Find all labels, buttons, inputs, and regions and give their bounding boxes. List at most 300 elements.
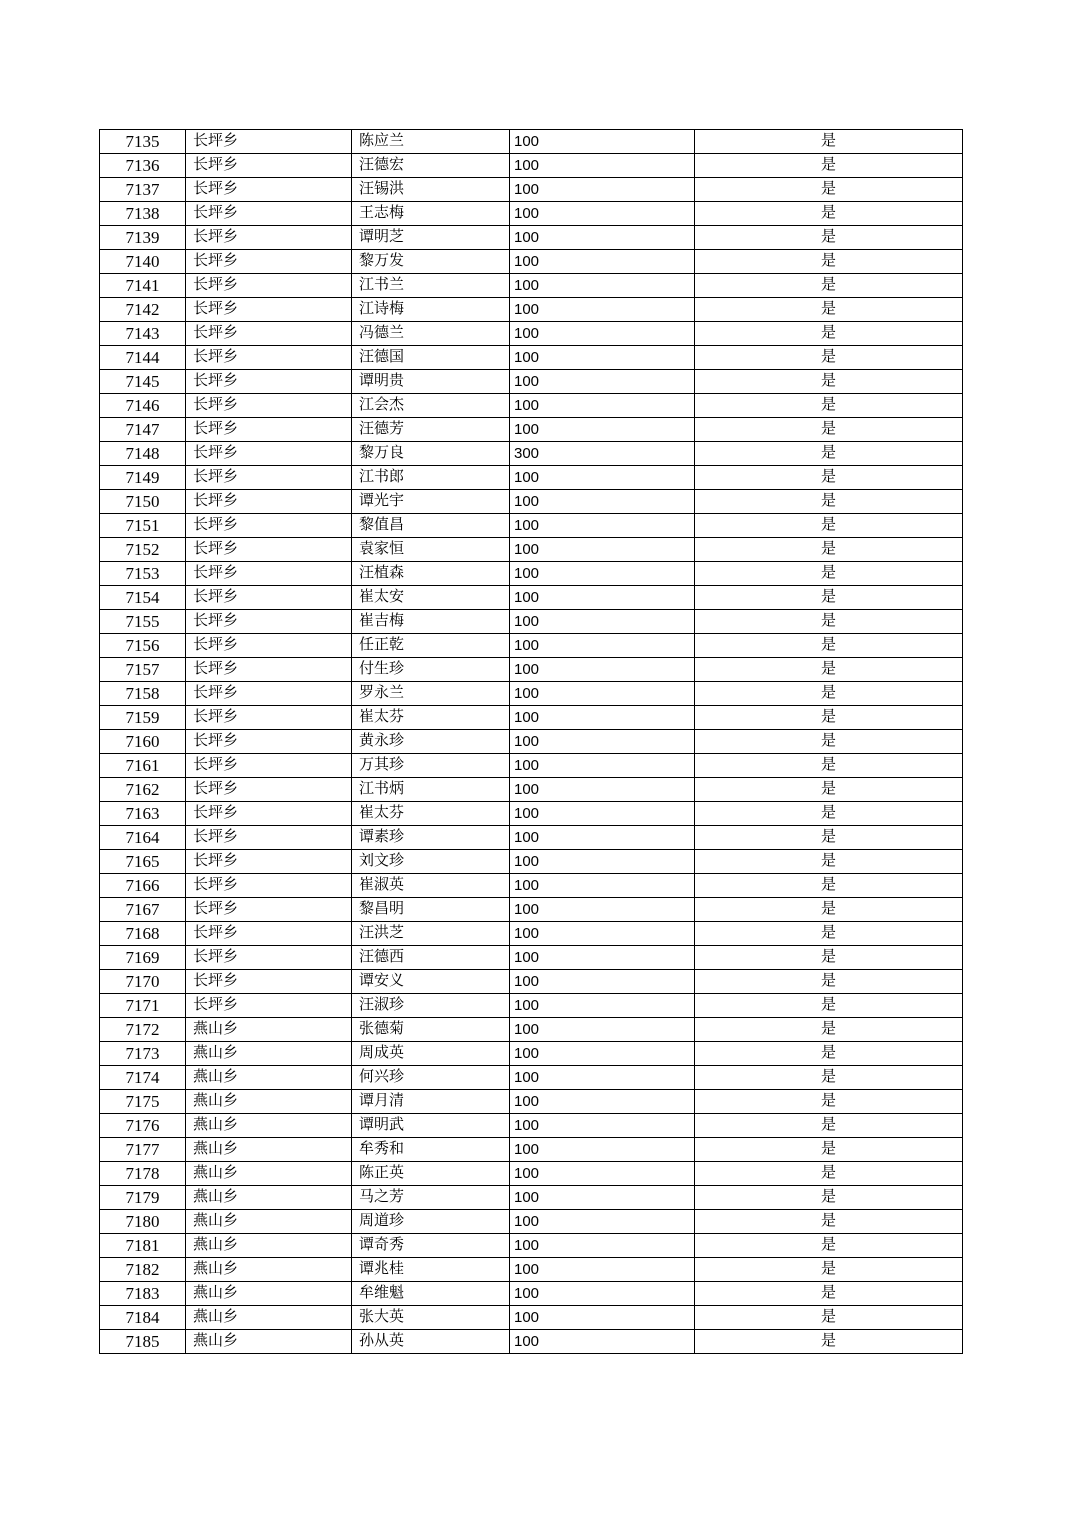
cell-person-name: 黎万发 — [352, 250, 510, 274]
cell-record-id: 7136 — [100, 154, 186, 178]
cell-township: 长坪乡 — [186, 370, 352, 394]
table-row — [100, 322, 963, 346]
cell-person-name: 付生珍 — [352, 658, 510, 682]
cell-person-name: 陈正英 — [352, 1162, 510, 1186]
table-row — [100, 682, 963, 706]
cell-confirmed-flag: 是 — [695, 322, 963, 346]
cell-record-id: 7138 — [100, 202, 186, 226]
data-table — [99, 129, 963, 1354]
cell-confirmed-flag: 是 — [695, 922, 963, 946]
cell-township: 长坪乡 — [186, 130, 352, 154]
cell-amount: 100 — [510, 1186, 695, 1210]
cell-confirmed-flag: 是 — [695, 514, 963, 538]
cell-record-id: 7142 — [100, 298, 186, 322]
cell-amount: 100 — [510, 706, 695, 730]
cell-confirmed-flag: 是 — [695, 1090, 963, 1114]
cell-amount: 100 — [510, 610, 695, 634]
cell-amount: 100 — [510, 754, 695, 778]
table-row — [100, 634, 963, 658]
cell-person-name: 张德菊 — [352, 1018, 510, 1042]
cell-amount: 100 — [510, 562, 695, 586]
cell-confirmed-flag: 是 — [695, 1282, 963, 1306]
cell-record-id: 7183 — [100, 1282, 186, 1306]
cell-confirmed-flag: 是 — [695, 466, 963, 490]
table-row — [100, 442, 963, 466]
cell-amount: 100 — [510, 514, 695, 538]
cell-person-name: 谭安义 — [352, 970, 510, 994]
cell-amount: 100 — [510, 922, 695, 946]
cell-person-name: 周成英 — [352, 1042, 510, 1066]
cell-person-name: 谭月清 — [352, 1090, 510, 1114]
cell-record-id: 7137 — [100, 178, 186, 202]
cell-record-id: 7169 — [100, 946, 186, 970]
cell-confirmed-flag: 是 — [695, 658, 963, 682]
cell-township: 长坪乡 — [186, 538, 352, 562]
cell-confirmed-flag: 是 — [695, 706, 963, 730]
cell-person-name: 黎值昌 — [352, 514, 510, 538]
cell-amount: 100 — [510, 994, 695, 1018]
cell-record-id: 7147 — [100, 418, 186, 442]
cell-confirmed-flag: 是 — [695, 1306, 963, 1330]
cell-amount: 100 — [510, 346, 695, 370]
table-row — [100, 1282, 963, 1306]
cell-amount: 100 — [510, 730, 695, 754]
cell-record-id: 7171 — [100, 994, 186, 1018]
cell-township: 燕山乡 — [186, 1018, 352, 1042]
cell-amount: 100 — [510, 586, 695, 610]
cell-township: 燕山乡 — [186, 1306, 352, 1330]
table-row — [100, 946, 963, 970]
cell-township: 长坪乡 — [186, 154, 352, 178]
cell-township: 长坪乡 — [186, 586, 352, 610]
cell-person-name: 周道珍 — [352, 1210, 510, 1234]
cell-amount: 100 — [510, 1114, 695, 1138]
cell-person-name: 袁家恒 — [352, 538, 510, 562]
cell-record-id: 7159 — [100, 706, 186, 730]
cell-township: 长坪乡 — [186, 250, 352, 274]
table-row — [100, 1018, 963, 1042]
cell-person-name: 江书炳 — [352, 778, 510, 802]
cell-record-id: 7165 — [100, 850, 186, 874]
cell-amount: 100 — [510, 418, 695, 442]
table-row — [100, 1234, 963, 1258]
cell-confirmed-flag: 是 — [695, 1330, 963, 1354]
cell-amount: 100 — [510, 1162, 695, 1186]
table-row — [100, 418, 963, 442]
cell-township: 长坪乡 — [186, 802, 352, 826]
cell-confirmed-flag: 是 — [695, 1210, 963, 1234]
cell-record-id: 7148 — [100, 442, 186, 466]
table-row — [100, 970, 963, 994]
cell-township: 长坪乡 — [186, 346, 352, 370]
cell-township: 长坪乡 — [186, 946, 352, 970]
table-row — [100, 850, 963, 874]
cell-amount: 100 — [510, 130, 695, 154]
cell-person-name: 崔淑英 — [352, 874, 510, 898]
cell-record-id: 7154 — [100, 586, 186, 610]
cell-record-id: 7150 — [100, 490, 186, 514]
cell-township: 长坪乡 — [186, 514, 352, 538]
cell-amount: 100 — [510, 850, 695, 874]
cell-township: 长坪乡 — [186, 706, 352, 730]
table-row — [100, 994, 963, 1018]
cell-record-id: 7163 — [100, 802, 186, 826]
table-row — [100, 778, 963, 802]
table-row — [100, 202, 963, 226]
cell-person-name: 谭兆桂 — [352, 1258, 510, 1282]
cell-person-name: 崔太安 — [352, 586, 510, 610]
cell-person-name: 牟维魁 — [352, 1282, 510, 1306]
cell-township: 燕山乡 — [186, 1258, 352, 1282]
cell-amount: 100 — [510, 370, 695, 394]
cell-record-id: 7158 — [100, 682, 186, 706]
cell-confirmed-flag: 是 — [695, 1138, 963, 1162]
cell-confirmed-flag: 是 — [695, 154, 963, 178]
table-row — [100, 394, 963, 418]
cell-township: 长坪乡 — [186, 562, 352, 586]
table-row — [100, 346, 963, 370]
table-row — [100, 1330, 963, 1354]
cell-person-name: 汪德芳 — [352, 418, 510, 442]
cell-record-id: 7168 — [100, 922, 186, 946]
table-row — [100, 1258, 963, 1282]
cell-confirmed-flag: 是 — [695, 730, 963, 754]
cell-confirmed-flag: 是 — [695, 490, 963, 514]
cell-person-name: 牟秀和 — [352, 1138, 510, 1162]
cell-person-name: 谭明芝 — [352, 226, 510, 250]
cell-record-id: 7179 — [100, 1186, 186, 1210]
cell-person-name: 汪德西 — [352, 946, 510, 970]
table-row — [100, 706, 963, 730]
table-row — [100, 178, 963, 202]
cell-township: 燕山乡 — [186, 1210, 352, 1234]
cell-amount: 100 — [510, 778, 695, 802]
cell-record-id: 7174 — [100, 1066, 186, 1090]
cell-confirmed-flag: 是 — [695, 202, 963, 226]
cell-township: 长坪乡 — [186, 298, 352, 322]
cell-record-id: 7151 — [100, 514, 186, 538]
cell-confirmed-flag: 是 — [695, 562, 963, 586]
cell-person-name: 汪德宏 — [352, 154, 510, 178]
cell-record-id: 7139 — [100, 226, 186, 250]
table-row — [100, 370, 963, 394]
cell-confirmed-flag: 是 — [695, 1186, 963, 1210]
cell-amount: 100 — [510, 802, 695, 826]
cell-confirmed-flag: 是 — [695, 850, 963, 874]
cell-amount: 100 — [510, 658, 695, 682]
cell-person-name: 江书兰 — [352, 274, 510, 298]
cell-township: 长坪乡 — [186, 922, 352, 946]
cell-person-name: 江会杰 — [352, 394, 510, 418]
cell-amount: 100 — [510, 1330, 695, 1354]
cell-amount: 100 — [510, 970, 695, 994]
cell-township: 长坪乡 — [186, 826, 352, 850]
cell-amount: 100 — [510, 898, 695, 922]
cell-township: 燕山乡 — [186, 1234, 352, 1258]
cell-amount: 100 — [510, 1018, 695, 1042]
cell-township: 燕山乡 — [186, 1138, 352, 1162]
cell-person-name: 谭素珍 — [352, 826, 510, 850]
cell-confirmed-flag: 是 — [695, 226, 963, 250]
cell-person-name: 孙从英 — [352, 1330, 510, 1354]
cell-confirmed-flag: 是 — [695, 250, 963, 274]
cell-confirmed-flag: 是 — [695, 298, 963, 322]
cell-amount: 100 — [510, 1234, 695, 1258]
cell-township: 长坪乡 — [186, 322, 352, 346]
cell-amount: 100 — [510, 274, 695, 298]
cell-record-id: 7172 — [100, 1018, 186, 1042]
cell-confirmed-flag: 是 — [695, 1258, 963, 1282]
cell-record-id: 7140 — [100, 250, 186, 274]
cell-amount: 100 — [510, 1090, 695, 1114]
cell-amount: 100 — [510, 1138, 695, 1162]
cell-confirmed-flag: 是 — [695, 994, 963, 1018]
cell-record-id: 7146 — [100, 394, 186, 418]
table-row — [100, 610, 963, 634]
cell-township: 燕山乡 — [186, 1114, 352, 1138]
cell-record-id: 7176 — [100, 1114, 186, 1138]
cell-township: 长坪乡 — [186, 754, 352, 778]
cell-township: 长坪乡 — [186, 202, 352, 226]
cell-amount: 100 — [510, 634, 695, 658]
cell-record-id: 7135 — [100, 130, 186, 154]
cell-amount: 100 — [510, 1282, 695, 1306]
cell-confirmed-flag: 是 — [695, 346, 963, 370]
cell-township: 长坪乡 — [186, 850, 352, 874]
cell-township: 长坪乡 — [186, 898, 352, 922]
table-row — [100, 922, 963, 946]
cell-confirmed-flag: 是 — [695, 1162, 963, 1186]
cell-township: 燕山乡 — [186, 1042, 352, 1066]
cell-record-id: 7144 — [100, 346, 186, 370]
cell-person-name: 王志梅 — [352, 202, 510, 226]
table-row — [100, 514, 963, 538]
cell-confirmed-flag: 是 — [695, 178, 963, 202]
cell-confirmed-flag: 是 — [695, 370, 963, 394]
table-row — [100, 562, 963, 586]
cell-amount: 100 — [510, 490, 695, 514]
cell-person-name: 汪洪芝 — [352, 922, 510, 946]
cell-township: 长坪乡 — [186, 730, 352, 754]
cell-confirmed-flag: 是 — [695, 1234, 963, 1258]
cell-record-id: 7178 — [100, 1162, 186, 1186]
table-row — [100, 1162, 963, 1186]
cell-township: 燕山乡 — [186, 1330, 352, 1354]
cell-record-id: 7182 — [100, 1258, 186, 1282]
cell-amount: 100 — [510, 682, 695, 706]
table-row — [100, 298, 963, 322]
cell-township: 燕山乡 — [186, 1282, 352, 1306]
cell-person-name: 江书郎 — [352, 466, 510, 490]
cell-confirmed-flag: 是 — [695, 802, 963, 826]
table-row — [100, 1042, 963, 1066]
cell-confirmed-flag: 是 — [695, 826, 963, 850]
cell-confirmed-flag: 是 — [695, 778, 963, 802]
cell-person-name: 崔太芬 — [352, 802, 510, 826]
cell-person-name: 谭光宇 — [352, 490, 510, 514]
cell-person-name: 汪淑珍 — [352, 994, 510, 1018]
cell-record-id: 7149 — [100, 466, 186, 490]
cell-person-name: 崔吉梅 — [352, 610, 510, 634]
table-row — [100, 1138, 963, 1162]
cell-person-name: 罗永兰 — [352, 682, 510, 706]
cell-township: 燕山乡 — [186, 1090, 352, 1114]
cell-record-id: 7184 — [100, 1306, 186, 1330]
cell-record-id: 7143 — [100, 322, 186, 346]
table-row — [100, 730, 963, 754]
cell-confirmed-flag: 是 — [695, 130, 963, 154]
cell-confirmed-flag: 是 — [695, 1066, 963, 1090]
cell-confirmed-flag: 是 — [695, 754, 963, 778]
document-sheet — [99, 129, 963, 1354]
table-row — [100, 226, 963, 250]
cell-person-name: 马之芳 — [352, 1186, 510, 1210]
cell-township: 长坪乡 — [186, 178, 352, 202]
cell-person-name: 汪植森 — [352, 562, 510, 586]
cell-amount: 100 — [510, 874, 695, 898]
cell-record-id: 7180 — [100, 1210, 186, 1234]
cell-person-name: 刘文珍 — [352, 850, 510, 874]
table-row — [100, 466, 963, 490]
cell-person-name: 江诗梅 — [352, 298, 510, 322]
cell-township: 长坪乡 — [186, 610, 352, 634]
cell-record-id: 7156 — [100, 634, 186, 658]
cell-amount: 100 — [510, 394, 695, 418]
cell-township: 长坪乡 — [186, 490, 352, 514]
table-row — [100, 1114, 963, 1138]
cell-confirmed-flag: 是 — [695, 442, 963, 466]
cell-record-id: 7162 — [100, 778, 186, 802]
cell-person-name: 张大英 — [352, 1306, 510, 1330]
table-row — [100, 538, 963, 562]
cell-confirmed-flag: 是 — [695, 1042, 963, 1066]
table-row — [100, 658, 963, 682]
table-row — [100, 826, 963, 850]
cell-confirmed-flag: 是 — [695, 682, 963, 706]
cell-confirmed-flag: 是 — [695, 610, 963, 634]
cell-township: 长坪乡 — [186, 466, 352, 490]
cell-amount: 100 — [510, 298, 695, 322]
table-row — [100, 802, 963, 826]
cell-amount: 100 — [510, 202, 695, 226]
cell-confirmed-flag: 是 — [695, 874, 963, 898]
cell-person-name: 谭明贵 — [352, 370, 510, 394]
cell-person-name: 何兴珍 — [352, 1066, 510, 1090]
cell-record-id: 7170 — [100, 970, 186, 994]
cell-township: 长坪乡 — [186, 394, 352, 418]
cell-amount: 100 — [510, 1210, 695, 1234]
cell-amount: 100 — [510, 1306, 695, 1330]
cell-confirmed-flag: 是 — [695, 394, 963, 418]
table-row — [100, 1306, 963, 1330]
cell-person-name: 汪锡洪 — [352, 178, 510, 202]
table-row — [100, 898, 963, 922]
cell-record-id: 7181 — [100, 1234, 186, 1258]
cell-amount: 100 — [510, 178, 695, 202]
cell-person-name: 谭奇秀 — [352, 1234, 510, 1258]
cell-township: 燕山乡 — [186, 1066, 352, 1090]
cell-township: 长坪乡 — [186, 658, 352, 682]
cell-person-name: 万其珍 — [352, 754, 510, 778]
cell-township: 长坪乡 — [186, 634, 352, 658]
table-row — [100, 874, 963, 898]
cell-record-id: 7160 — [100, 730, 186, 754]
cell-record-id: 7164 — [100, 826, 186, 850]
cell-amount: 100 — [510, 1042, 695, 1066]
cell-person-name: 黎万良 — [352, 442, 510, 466]
cell-record-id: 7167 — [100, 898, 186, 922]
cell-amount: 100 — [510, 466, 695, 490]
cell-township: 燕山乡 — [186, 1162, 352, 1186]
cell-person-name: 谭明武 — [352, 1114, 510, 1138]
cell-confirmed-flag: 是 — [695, 1018, 963, 1042]
cell-confirmed-flag: 是 — [695, 274, 963, 298]
cell-confirmed-flag: 是 — [695, 898, 963, 922]
cell-amount: 100 — [510, 154, 695, 178]
cell-record-id: 7157 — [100, 658, 186, 682]
cell-record-id: 7173 — [100, 1042, 186, 1066]
table-row — [100, 154, 963, 178]
table-row — [100, 754, 963, 778]
cell-record-id: 7145 — [100, 370, 186, 394]
table-row — [100, 1066, 963, 1090]
table-row — [100, 1090, 963, 1114]
cell-township: 长坪乡 — [186, 442, 352, 466]
cell-record-id: 7141 — [100, 274, 186, 298]
table-row — [100, 130, 963, 154]
cell-amount: 100 — [510, 538, 695, 562]
cell-record-id: 7161 — [100, 754, 186, 778]
table-row — [100, 1210, 963, 1234]
cell-confirmed-flag: 是 — [695, 970, 963, 994]
cell-amount: 100 — [510, 946, 695, 970]
cell-record-id: 7185 — [100, 1330, 186, 1354]
cell-confirmed-flag: 是 — [695, 418, 963, 442]
cell-person-name: 黎昌明 — [352, 898, 510, 922]
cell-confirmed-flag: 是 — [695, 538, 963, 562]
cell-record-id: 7153 — [100, 562, 186, 586]
cell-confirmed-flag: 是 — [695, 634, 963, 658]
cell-township: 长坪乡 — [186, 682, 352, 706]
cell-record-id: 7175 — [100, 1090, 186, 1114]
cell-person-name: 黄永珍 — [352, 730, 510, 754]
table-row — [100, 490, 963, 514]
cell-record-id: 7177 — [100, 1138, 186, 1162]
table-row — [100, 586, 963, 610]
cell-confirmed-flag: 是 — [695, 1114, 963, 1138]
cell-amount: 100 — [510, 226, 695, 250]
cell-township: 燕山乡 — [186, 1186, 352, 1210]
cell-amount: 300 — [510, 442, 695, 466]
cell-confirmed-flag: 是 — [695, 586, 963, 610]
cell-confirmed-flag: 是 — [695, 946, 963, 970]
cell-township: 长坪乡 — [186, 274, 352, 298]
cell-amount: 100 — [510, 322, 695, 346]
cell-township: 长坪乡 — [186, 970, 352, 994]
cell-township: 长坪乡 — [186, 226, 352, 250]
cell-record-id: 7155 — [100, 610, 186, 634]
cell-township: 长坪乡 — [186, 418, 352, 442]
table-row — [100, 250, 963, 274]
cell-amount: 100 — [510, 1258, 695, 1282]
cell-amount: 100 — [510, 1066, 695, 1090]
cell-amount: 100 — [510, 826, 695, 850]
cell-record-id: 7152 — [100, 538, 186, 562]
table-row — [100, 1186, 963, 1210]
cell-person-name: 任正乾 — [352, 634, 510, 658]
table-row — [100, 274, 963, 298]
table-body — [100, 130, 963, 1354]
